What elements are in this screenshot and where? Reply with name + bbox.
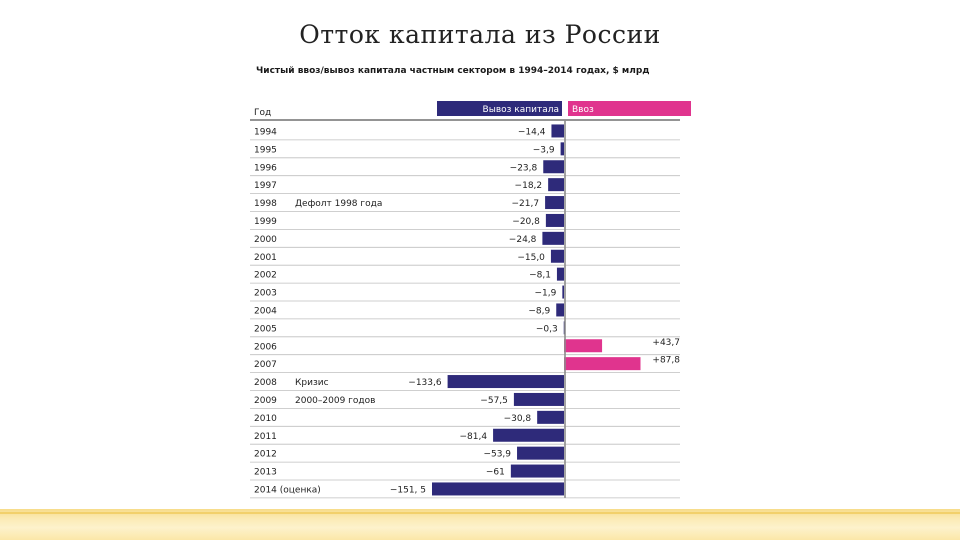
row-note: Дефолт 1998 года (295, 199, 383, 210)
value-label: −30,8 (503, 413, 532, 424)
year-label: 2007 (254, 360, 277, 371)
year-label: 2012 (254, 449, 277, 460)
outflow-bar (517, 447, 564, 460)
year-label: 2013 (254, 467, 277, 478)
outflow-bar (561, 142, 564, 155)
year-label: 2010 (254, 413, 277, 424)
year-label: 1997 (254, 181, 277, 192)
outflow-bar (562, 286, 564, 299)
year-label: 2008 (254, 378, 277, 389)
year-label: 1999 (254, 216, 277, 227)
row-note: Кризис (295, 378, 329, 389)
year-label: 2009 (254, 395, 277, 406)
outflow-bar (557, 268, 564, 281)
outflow-bar (556, 303, 564, 316)
value-label: −14,4 (517, 127, 546, 138)
outflow-bar (511, 465, 564, 478)
year-label: 1996 (254, 163, 277, 174)
outflow-bar (546, 214, 564, 227)
value-label: −57,5 (480, 395, 508, 406)
outflow-bar (537, 411, 564, 424)
year-label: 1998 (254, 199, 277, 210)
year-label: 2006 (254, 342, 277, 353)
legend-outflow-label: Вывоз капитала (482, 105, 559, 115)
value-label: −8,1 (529, 270, 551, 281)
year-label: 2000 (254, 234, 277, 245)
outflow-bar (542, 232, 564, 245)
value-label: −21,7 (511, 199, 540, 210)
value-label: −18,2 (514, 181, 543, 192)
value-label: −8,9 (528, 306, 551, 317)
legend-inflow-label: Ввоз (572, 105, 594, 115)
footer-line (0, 512, 960, 514)
value-label: −151, 5 (389, 485, 426, 496)
outflow-bar (545, 196, 564, 209)
value-label: −133,6 (408, 378, 442, 389)
value-label: −1,9 (534, 288, 557, 299)
value-label: −81,4 (459, 431, 488, 442)
outflow-bar (551, 124, 564, 137)
value-label: −15,0 (517, 252, 545, 263)
value-label: −20,8 (512, 216, 540, 227)
year-label: 2002 (254, 270, 277, 281)
year-label: 2014 (оценка) (254, 485, 321, 496)
value-label: +87,8 (652, 355, 680, 366)
year-label: 2003 (254, 288, 277, 299)
outflow-bar (543, 160, 564, 173)
outflow-bar (514, 393, 564, 406)
year-label: 2004 (254, 306, 277, 317)
outflow-bar (551, 250, 564, 263)
outflow-bar (448, 375, 564, 388)
chart-title: Чистый ввоз/вывоз капитала частным сектором в 1994–2014 годах, $ млрд (256, 66, 650, 76)
value-label: −61 (485, 467, 505, 478)
year-label: 1995 (254, 145, 277, 156)
value-label: −53,9 (483, 449, 512, 460)
year-column-header: Год (254, 108, 272, 118)
outflow-bar (432, 482, 564, 495)
outflow-bar (548, 178, 564, 191)
slide-title: Отток капитала из России (299, 20, 661, 49)
value-label: −24,8 (508, 234, 537, 245)
inflow-bar (564, 357, 640, 370)
year-label: 2011 (254, 431, 277, 442)
year-label: 1994 (254, 127, 277, 138)
year-label: 2005 (254, 324, 277, 335)
year-label: 2001 (254, 252, 277, 263)
value-label: −23,8 (509, 163, 538, 174)
outflow-bar (493, 429, 564, 442)
value-label: −0,3 (535, 324, 558, 335)
value-label: +43,7 (652, 337, 680, 348)
row-note: 2000–2009 годов (295, 395, 376, 406)
value-label: −3,9 (532, 145, 555, 156)
inflow-bar (564, 339, 602, 352)
